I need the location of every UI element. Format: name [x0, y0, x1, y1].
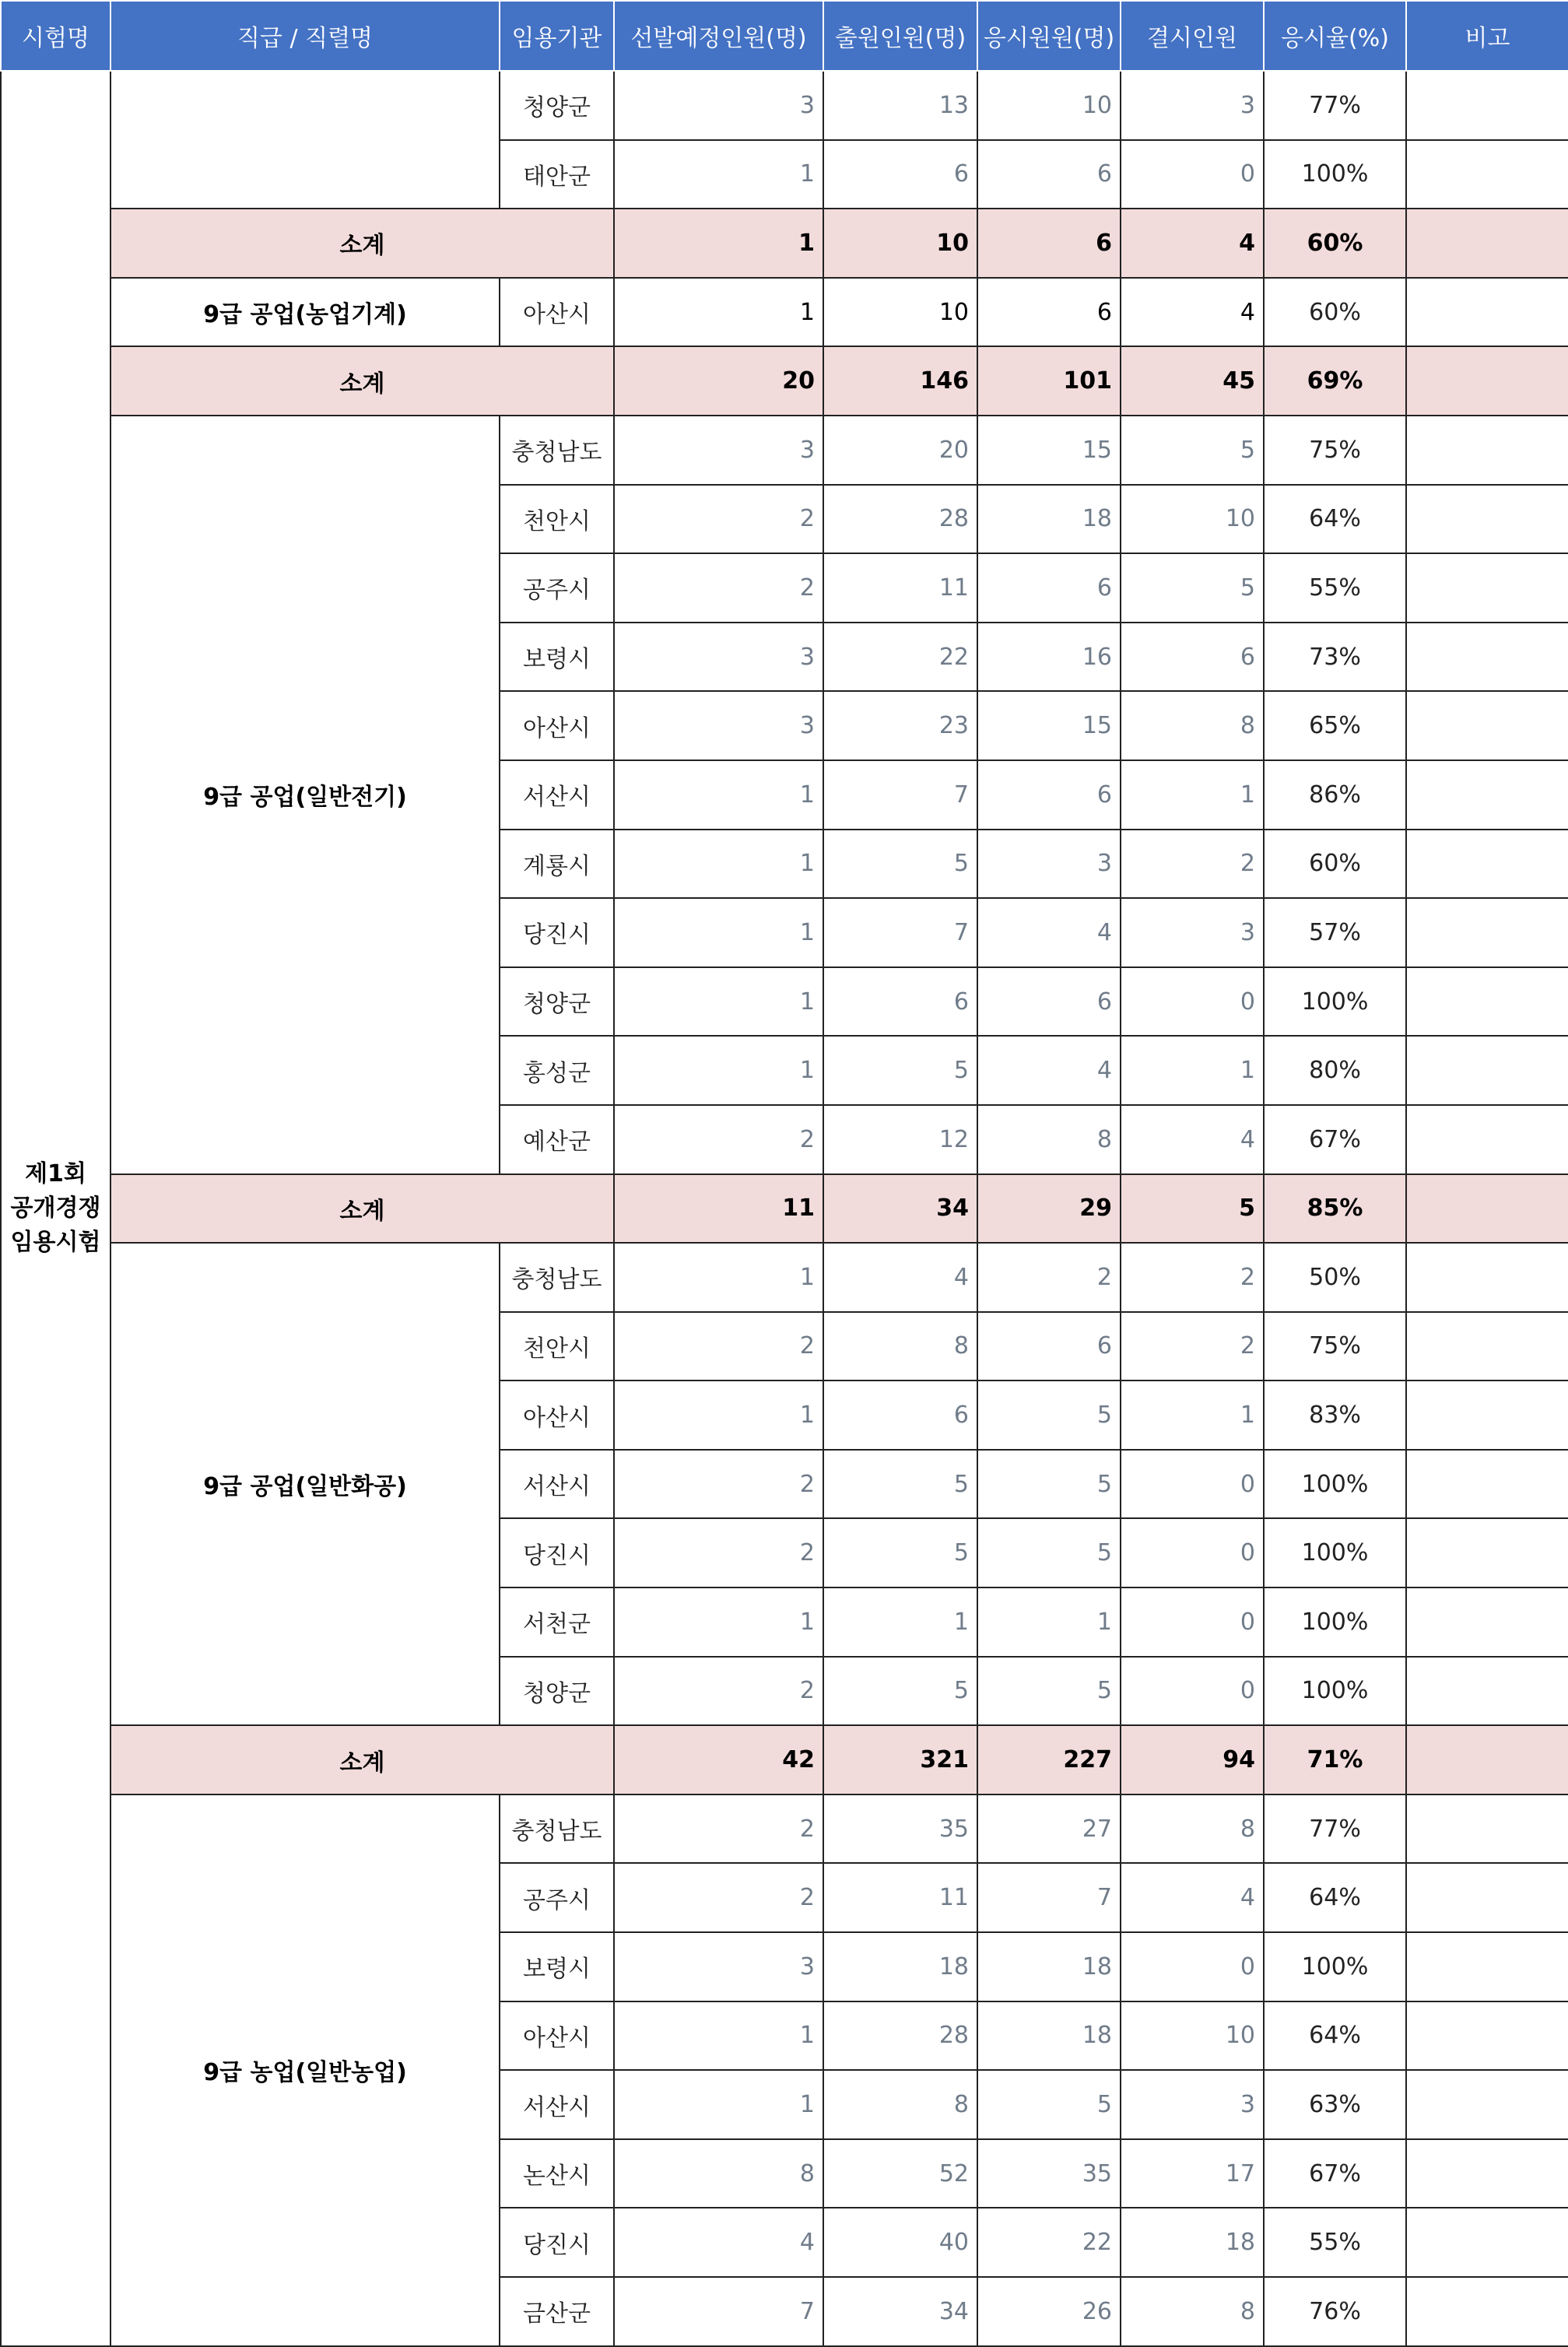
value-cell: 5 [823, 1450, 977, 1519]
agency-cell: 청양군 [500, 1657, 614, 1726]
value-cell: 6 [977, 553, 1121, 623]
value-cell: 1 [614, 1380, 823, 1450]
subtotal-value: 29 [977, 1174, 1121, 1244]
rate-cell: 75% [1264, 1312, 1406, 1381]
agency-cell: 태안군 [500, 140, 614, 209]
subtotal-value: 6 [977, 209, 1121, 278]
value-cell: 1 [823, 1587, 977, 1657]
subtotal-memo [1406, 1725, 1568, 1794]
value-cell: 0 [1121, 967, 1264, 1037]
value-cell: 0 [1121, 1518, 1264, 1587]
rate-cell: 64% [1264, 1863, 1406, 1932]
value-cell: 11 [823, 553, 977, 623]
value-cell: 0 [1121, 1657, 1264, 1726]
memo-cell [1406, 760, 1568, 830]
value-cell: 0 [1121, 140, 1264, 209]
value-cell: 35 [823, 1794, 977, 1864]
rate-cell: 64% [1264, 485, 1406, 554]
value-cell: 6 [977, 1312, 1121, 1381]
value-cell: 6 [1121, 623, 1264, 692]
value-cell: 5 [823, 1657, 977, 1726]
value-cell: 22 [977, 2208, 1121, 2277]
value-cell: 2 [1121, 1243, 1264, 1312]
position-title: 9급 공업(일반전기) [110, 416, 500, 1174]
memo-cell [1406, 1380, 1568, 1450]
value-cell: 3 [977, 830, 1121, 899]
rate-cell: 80% [1264, 1036, 1406, 1105]
value-cell: 0 [1121, 1587, 1264, 1657]
value-cell: 1 [1121, 1380, 1264, 1450]
value-cell: 8 [977, 1105, 1121, 1174]
rate-cell: 55% [1264, 553, 1406, 623]
subtotal-value: 11 [614, 1174, 823, 1244]
value-cell: 35 [977, 2139, 1121, 2208]
value-cell: 16 [977, 623, 1121, 692]
agency-cell: 천안시 [500, 1312, 614, 1381]
subtotal-label: 소계 [110, 209, 614, 278]
value-cell: 2 [614, 1450, 823, 1519]
value-cell: 6 [823, 1380, 977, 1450]
value-cell: 7 [977, 1863, 1121, 1932]
memo-cell [1406, 1657, 1568, 1726]
value-cell: 15 [977, 416, 1121, 485]
agency-cell: 서산시 [500, 760, 614, 830]
value-cell: 1 [614, 1587, 823, 1657]
subtotal-rate: 71% [1264, 1725, 1406, 1794]
value-cell: 2 [977, 1243, 1121, 1312]
value-cell: 2 [614, 1312, 823, 1381]
position-title: 9급 농업(일반농업) [110, 1794, 500, 2346]
value-cell: 5 [823, 1518, 977, 1587]
value-cell: 1 [614, 967, 823, 1037]
memo-cell [1406, 830, 1568, 899]
value-cell: 13 [823, 71, 977, 140]
agency-cell: 서천군 [500, 1587, 614, 1657]
value-cell: 8 [1121, 2277, 1264, 2346]
value-cell: 10 [1121, 2001, 1264, 2071]
agency-cell: 논산시 [500, 2139, 614, 2208]
subtotal-value: 42 [614, 1725, 823, 1794]
position-title: 9급 공업(일반화공) [110, 1243, 500, 1725]
rate-cell: 100% [1264, 140, 1406, 209]
subtotal-memo [1406, 1174, 1568, 1244]
header-examinees: 응시원원(명) [977, 1, 1121, 71]
value-cell: 1 [1121, 1036, 1264, 1105]
subtotal-label: 소계 [110, 346, 614, 416]
rate-cell: 63% [1264, 2070, 1406, 2139]
value-cell: 12 [823, 1105, 977, 1174]
value-cell: 3 [1121, 71, 1264, 140]
value-cell: 10 [977, 71, 1121, 140]
agency-cell: 당진시 [500, 1518, 614, 1587]
memo-cell [1406, 2139, 1568, 2208]
value-cell: 2 [1121, 830, 1264, 899]
memo-cell [1406, 2070, 1568, 2139]
rate-cell: 77% [1264, 1794, 1406, 1864]
rate-cell: 57% [1264, 898, 1406, 967]
subtotal-memo [1406, 346, 1568, 416]
agency-cell: 공주시 [500, 553, 614, 623]
agency-cell: 예산군 [500, 1105, 614, 1174]
value-cell: 1 [614, 898, 823, 967]
value-cell: 18 [1121, 2208, 1264, 2277]
value-cell: 1 [614, 2070, 823, 2139]
subtotal-row [1, 209, 1568, 278]
header-exam: 시험명 [1, 1, 110, 71]
value-cell: 3 [614, 416, 823, 485]
value-cell: 17 [1121, 2139, 1264, 2208]
rate-cell: 100% [1264, 1587, 1406, 1657]
value-cell: 5 [823, 830, 977, 899]
table-row [1, 278, 1568, 347]
rate-cell: 60% [1264, 830, 1406, 899]
agency-cell: 당진시 [500, 2208, 614, 2277]
rate-cell: 76% [1264, 2277, 1406, 2346]
agency-cell: 청양군 [500, 71, 614, 140]
subtotal-value: 1 [614, 209, 823, 278]
subtotal-value: 34 [823, 1174, 977, 1244]
value-cell: 7 [823, 760, 977, 830]
agency-cell: 충청남도 [500, 416, 614, 485]
value-cell: 7 [614, 2277, 823, 2346]
position-title [110, 71, 500, 209]
rate-cell: 64% [1264, 2001, 1406, 2071]
value-cell: 5 [977, 1657, 1121, 1726]
rate-cell: 100% [1264, 1932, 1406, 2001]
subtotal-value: 101 [977, 346, 1121, 416]
memo-cell [1406, 967, 1568, 1037]
value-cell: 1 [977, 1587, 1121, 1657]
subtotal-memo [1406, 209, 1568, 278]
agency-cell: 아산시 [500, 1380, 614, 1450]
value-cell: 6 [977, 967, 1121, 1037]
subtotal-row [1, 1174, 1568, 1244]
table-row [1, 1794, 1568, 1864]
value-cell: 5 [823, 1036, 977, 1105]
value-cell: 3 [614, 1932, 823, 2001]
rate-cell: 86% [1264, 760, 1406, 830]
value-cell: 2 [614, 1863, 823, 1932]
header-position: 직급 / 직렬명 [110, 1, 500, 71]
header-absentees: 결시인원 [1121, 1, 1264, 71]
memo-cell [1406, 1036, 1568, 1105]
position-title: 9급 공업(농업기계) [110, 278, 500, 347]
value-cell: 3 [614, 71, 823, 140]
value-cell: 6 [823, 140, 977, 209]
agency-cell: 충청남도 [500, 1794, 614, 1864]
subtotal-rate: 60% [1264, 209, 1406, 278]
subtotal-value: 227 [977, 1725, 1121, 1794]
memo-cell [1406, 1518, 1568, 1587]
rate-cell: 77% [1264, 71, 1406, 140]
value-cell: 1 [1121, 760, 1264, 830]
value-cell: 28 [823, 485, 977, 554]
memo-cell [1406, 1794, 1568, 1864]
value-cell: 2 [614, 1518, 823, 1587]
agency-cell: 계룡시 [500, 830, 614, 899]
value-cell: 20 [823, 416, 977, 485]
value-cell: 4 [614, 2208, 823, 2277]
value-cell: 52 [823, 2139, 977, 2208]
header-rate: 응시율(%) [1264, 1, 1406, 71]
exam-name: 제1회 공개경쟁 임용시험 [1, 71, 110, 2346]
value-cell: 8 [823, 1312, 977, 1381]
value-cell: 2 [614, 1794, 823, 1864]
memo-cell [1406, 691, 1568, 760]
value-cell: 8 [823, 2070, 977, 2139]
subtotal-value: 20 [614, 346, 823, 416]
value-cell: 18 [823, 1932, 977, 2001]
table-row [1, 1243, 1568, 1312]
value-cell: 1 [614, 1243, 823, 1312]
agency-cell: 아산시 [500, 691, 614, 760]
memo-cell [1406, 2277, 1568, 2346]
value-cell: 4 [977, 898, 1121, 967]
value-cell: 0 [1121, 1450, 1264, 1519]
value-cell: 15 [977, 691, 1121, 760]
value-cell: 5 [977, 1380, 1121, 1450]
header-agency: 임용기관 [500, 1, 614, 71]
memo-cell [1406, 1105, 1568, 1174]
memo-cell [1406, 140, 1568, 209]
value-cell: 11 [823, 1863, 977, 1932]
value-cell: 0 [1121, 1932, 1264, 2001]
value-cell: 1 [614, 830, 823, 899]
memo-cell [1406, 1312, 1568, 1381]
agency-cell: 청양군 [500, 967, 614, 1037]
rate-cell: 100% [1264, 1657, 1406, 1726]
value-cell: 1 [614, 1036, 823, 1105]
value-cell: 1 [614, 140, 823, 209]
header-memo: 비고 [1406, 1, 1568, 71]
memo-cell [1406, 71, 1568, 140]
value-cell: 5 [977, 1518, 1121, 1587]
value-cell: 8 [614, 2139, 823, 2208]
value-cell: 2 [1121, 1312, 1264, 1381]
value-cell: 18 [977, 1932, 1121, 2001]
memo-cell [1406, 416, 1568, 485]
value-cell: 40 [823, 2208, 977, 2277]
rate-cell: 100% [1264, 1450, 1406, 1519]
rate-cell: 100% [1264, 967, 1406, 1037]
subtotal-value: 10 [823, 209, 977, 278]
value-cell: 5 [1121, 553, 1264, 623]
header-row [1, 1, 1568, 71]
value-cell: 27 [977, 1794, 1121, 1864]
memo-cell [1406, 1587, 1568, 1657]
agency-cell: 서산시 [500, 2070, 614, 2139]
subtotal-label: 소계 [110, 1174, 614, 1244]
subtotal-label: 소계 [110, 1725, 614, 1794]
rate-cell: 60% [1264, 278, 1406, 347]
value-cell: 1 [614, 278, 823, 347]
memo-cell [1406, 2001, 1568, 2071]
value-cell: 4 [1121, 1105, 1264, 1174]
agency-cell: 보령시 [500, 623, 614, 692]
value-cell: 10 [823, 278, 977, 347]
value-cell: 6 [823, 967, 977, 1037]
subtotal-rate: 69% [1264, 346, 1406, 416]
agency-cell: 천안시 [500, 485, 614, 554]
value-cell: 4 [1121, 1863, 1264, 1932]
agency-cell: 충청남도 [500, 1243, 614, 1312]
subtotal-value: 45 [1121, 346, 1264, 416]
rate-cell: 65% [1264, 691, 1406, 760]
value-cell: 5 [977, 2070, 1121, 2139]
rate-cell: 55% [1264, 2208, 1406, 2277]
value-cell: 3 [614, 691, 823, 760]
value-cell: 26 [977, 2277, 1121, 2346]
value-cell: 10 [1121, 485, 1264, 554]
agency-cell: 금산군 [500, 2277, 614, 2346]
value-cell: 6 [977, 760, 1121, 830]
agency-cell: 보령시 [500, 1932, 614, 2001]
agency-cell: 아산시 [500, 2001, 614, 2071]
value-cell: 2 [614, 553, 823, 623]
subtotal-value: 146 [823, 346, 977, 416]
value-cell: 1 [614, 2001, 823, 2071]
value-cell: 6 [977, 140, 1121, 209]
rate-cell: 73% [1264, 623, 1406, 692]
value-cell: 3 [614, 623, 823, 692]
table-row [1, 416, 1568, 485]
value-cell: 28 [823, 2001, 977, 2071]
value-cell: 34 [823, 2277, 977, 2346]
memo-cell [1406, 1863, 1568, 1932]
memo-cell [1406, 1450, 1568, 1519]
value-cell: 18 [977, 485, 1121, 554]
value-cell: 2 [614, 485, 823, 554]
memo-cell [1406, 485, 1568, 554]
subtotal-row [1, 346, 1568, 416]
agency-cell: 서산시 [500, 1450, 614, 1519]
value-cell: 3 [1121, 2070, 1264, 2139]
header-planned: 선발예정인원(명) [614, 1, 823, 71]
table-body [1, 71, 1568, 2346]
agency-cell: 아산시 [500, 278, 614, 347]
subtotal-value: 5 [1121, 1174, 1264, 1244]
memo-cell [1406, 278, 1568, 347]
agency-cell: 공주시 [500, 1863, 614, 1932]
rate-cell: 67% [1264, 1105, 1406, 1174]
agency-cell: 당진시 [500, 898, 614, 967]
value-cell: 8 [1121, 691, 1264, 760]
rate-cell: 83% [1264, 1380, 1406, 1450]
value-cell: 4 [977, 1036, 1121, 1105]
rate-cell: 50% [1264, 1243, 1406, 1312]
table-row [1, 71, 1568, 140]
subtotal-value: 94 [1121, 1725, 1264, 1794]
memo-cell [1406, 553, 1568, 623]
value-cell: 4 [1121, 278, 1264, 347]
value-cell: 4 [823, 1243, 977, 1312]
agency-cell: 홍성군 [500, 1036, 614, 1105]
value-cell: 8 [1121, 1794, 1264, 1864]
subtotal-value: 321 [823, 1725, 977, 1794]
value-cell: 6 [977, 278, 1121, 347]
value-cell: 2 [614, 1657, 823, 1726]
subtotal-row [1, 1725, 1568, 1794]
value-cell: 22 [823, 623, 977, 692]
value-cell: 23 [823, 691, 977, 760]
memo-cell [1406, 623, 1568, 692]
rate-cell: 75% [1264, 416, 1406, 485]
value-cell: 18 [977, 2001, 1121, 2071]
subtotal-rate: 85% [1264, 1174, 1406, 1244]
value-cell: 1 [614, 760, 823, 830]
value-cell: 3 [1121, 898, 1264, 967]
memo-cell [1406, 898, 1568, 967]
value-cell: 5 [1121, 416, 1264, 485]
rate-cell: 67% [1264, 2139, 1406, 2208]
subtotal-value: 4 [1121, 209, 1264, 278]
value-cell: 5 [977, 1450, 1121, 1519]
memo-cell [1406, 2208, 1568, 2277]
value-cell: 2 [614, 1105, 823, 1174]
rate-cell: 100% [1264, 1518, 1406, 1587]
memo-cell [1406, 1932, 1568, 2001]
value-cell: 7 [823, 898, 977, 967]
memo-cell [1406, 1243, 1568, 1312]
header-applicants: 출원인원(명) [823, 1, 977, 71]
